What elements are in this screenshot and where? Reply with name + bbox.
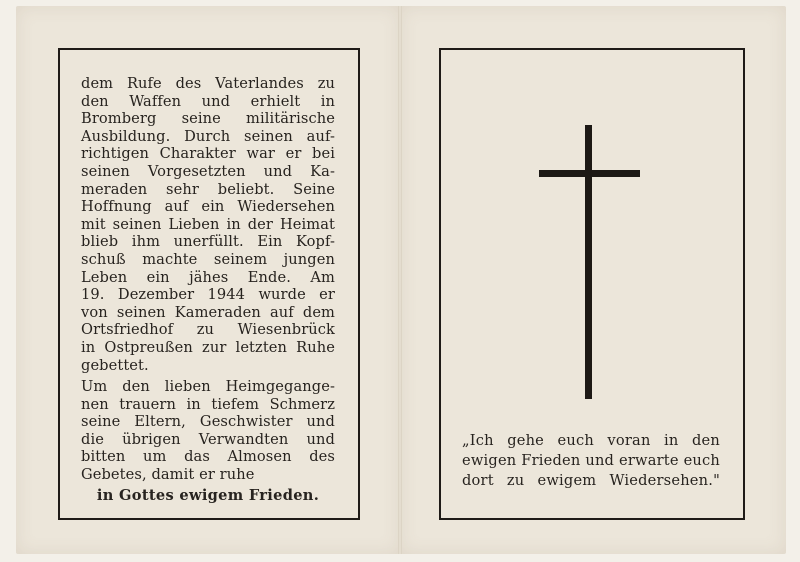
text-line: dem Rufe des Vaterlandes zu bbox=[81, 75, 335, 92]
obituary-text bbox=[81, 75, 335, 504]
center-fold bbox=[398, 6, 402, 554]
quote-line: dort zu ewigem Wiedersehen." bbox=[462, 472, 720, 489]
text-line: gebettet. bbox=[81, 356, 149, 374]
text-line: in Ostpreußen zur letzten Ruhe bbox=[81, 338, 335, 356]
quote-line: „Ich gehe euch voran in den bbox=[462, 432, 720, 449]
quote-line: ewigen Frieden und erwarte euch bbox=[462, 452, 720, 469]
text-line: von seinen Kameraden auf dem bbox=[81, 303, 335, 321]
text-line: den Waffen und erhielt in bbox=[81, 92, 335, 110]
closing-line: in Gottes ewigem Frieden. bbox=[96, 486, 320, 504]
text-line: meraden sehr beliebt. Seine bbox=[81, 180, 335, 198]
text-line: Hoffnung auf ein Wiedersehen bbox=[81, 198, 335, 216]
text-line: 19. Dezember 1944 wurde er bbox=[81, 286, 335, 304]
text-line: Ausbildung. Durch seinen auf- bbox=[81, 127, 335, 145]
text-line: blieb ihm unerfüllt. Ein Kopf- bbox=[81, 233, 335, 251]
text-line: mit seinen Lieben in der Heimat bbox=[81, 215, 335, 233]
text-line: richtigen Charakter war er bei bbox=[81, 145, 335, 163]
text-line: Leben ein jähes Ende. Am bbox=[81, 268, 335, 286]
text-line: Gebetes, damit er ruhe bbox=[81, 466, 255, 484]
cross-vertical-beam bbox=[585, 125, 592, 399]
text-line: Bromberg seine militärische bbox=[81, 110, 335, 128]
text-line: seinen Vorgesetzten und Ka- bbox=[81, 162, 335, 180]
text-line: Um den lieben Heimgegange- bbox=[81, 378, 335, 396]
text-line: nen trauern in tiefem Schmerz bbox=[81, 395, 335, 413]
memorial-quote bbox=[462, 431, 720, 491]
text-line: die übrigen Verwandten und bbox=[81, 430, 335, 448]
text-line: bitten um das Almosen des bbox=[81, 448, 335, 466]
text-line: schuß machte seinem jungen bbox=[81, 250, 335, 268]
text-line: seine Eltern, Geschwister und bbox=[81, 413, 335, 431]
text-line: Ortsfriedhof zu Wiesenbrück bbox=[81, 321, 335, 339]
cross-horizontal-beam bbox=[539, 170, 640, 177]
